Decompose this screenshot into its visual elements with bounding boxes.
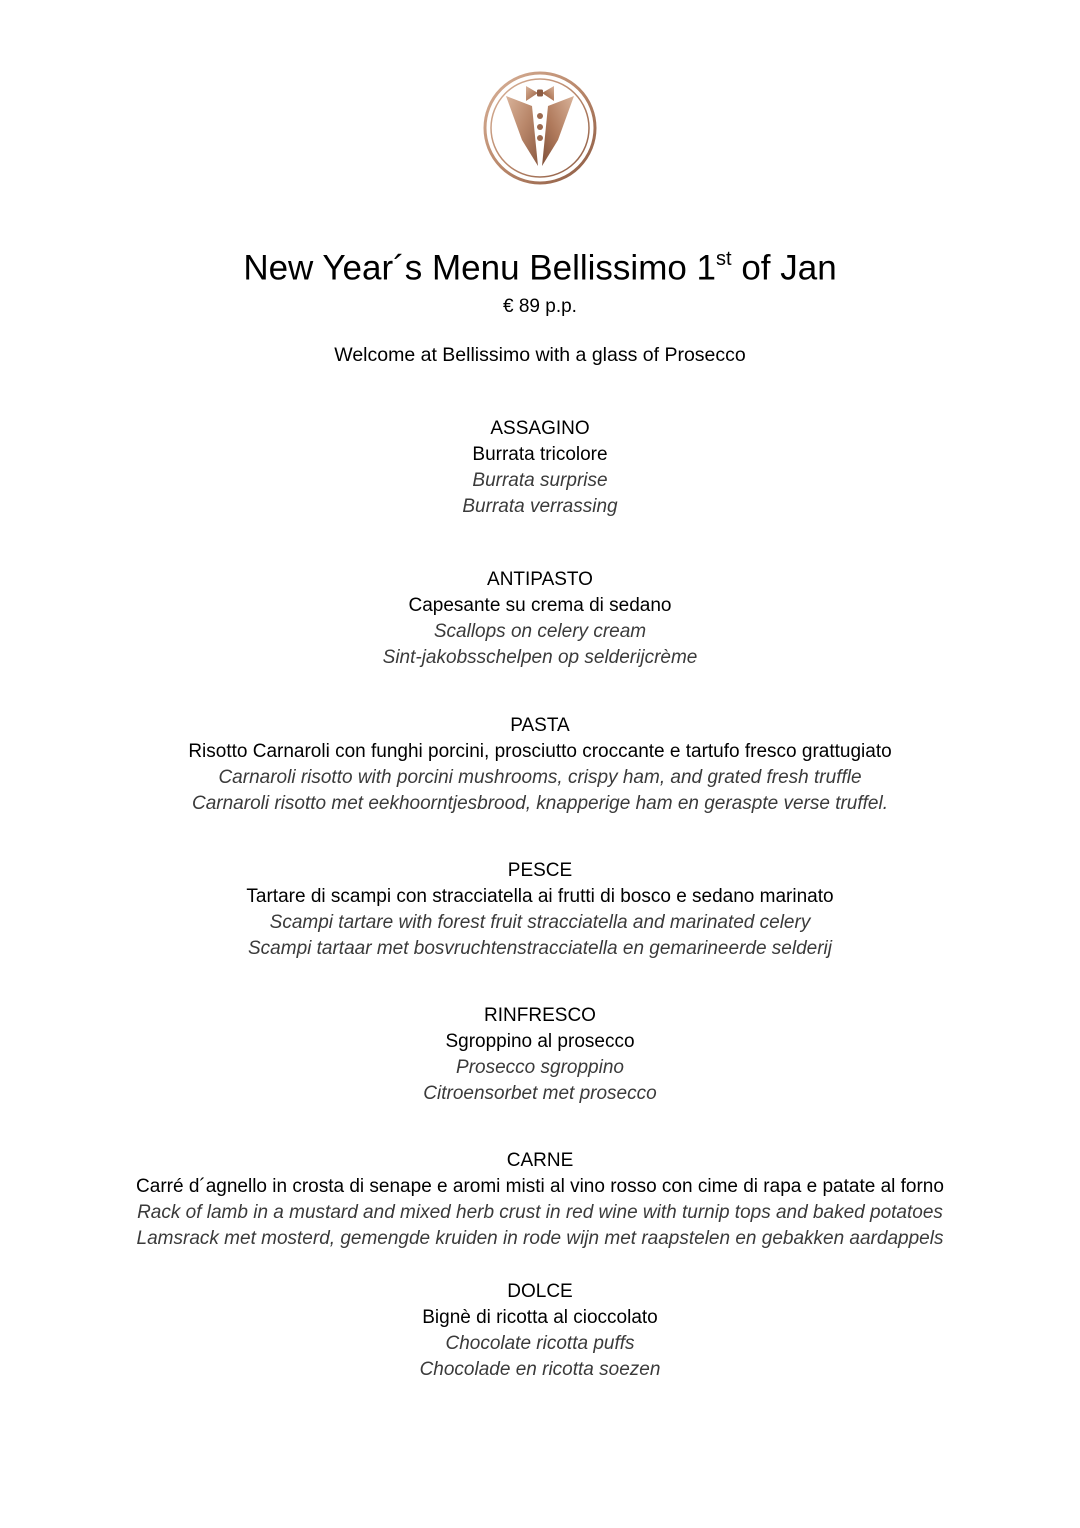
dish-english: Rack of lamb in a mustard and mixed herb crust in red wine with turnip tops and baked potatoes	[137, 1202, 943, 1223]
dish-english: Carnaroli risotto with porcini mushrooms, crispy ham, and grated fresh truffle	[218, 767, 862, 788]
dish-dutch: Carnaroli risotto met eekhoorntjesbrood, knapperige ham en geraspte verse truffel.	[192, 793, 888, 814]
course-assagino	[0, 416, 1080, 520]
course-dolce	[0, 1279, 1080, 1383]
course-name: PASTA	[510, 715, 570, 736]
dish-dutch: Chocolade en ricotta soezen	[419, 1359, 661, 1380]
dish-dutch: Sint-jakobsschelpen op selderijcrème	[382, 647, 698, 668]
dish-italian: Sgroppino al prosecco	[445, 1031, 635, 1052]
dish-italian: Bignè di ricotta al cioccolato	[422, 1307, 658, 1328]
dish-italian: Capesante su crema di sedano	[408, 595, 672, 616]
dish-dutch: Lamsrack met mosterd, gemengde kruiden in rode wijn met raapstelen en gebakken aardappels	[136, 1228, 944, 1249]
tuxedo-bowtie-logo-icon	[482, 70, 598, 186]
course-name: PESCE	[507, 860, 573, 881]
price: € 89 p.p.	[503, 295, 577, 317]
dish-english: Scampi tartare with forest fruit stracciatella and marinated celery	[269, 912, 811, 933]
page-title	[0, 236, 1080, 294]
course-pasta	[0, 713, 1080, 817]
dish-dutch: Scampi tartaar met bosvruchtenstracciatella en gemarineerde selderij	[248, 938, 832, 959]
dish-english: Burrata surprise	[472, 470, 608, 491]
dish-english: Prosecco sgroppino	[456, 1057, 624, 1078]
course-name: CARNE	[506, 1150, 574, 1171]
course-name: ANTIPASTO	[487, 569, 593, 590]
title-superscript: st	[716, 248, 732, 270]
course-pesce	[0, 858, 1080, 962]
course-name: RINFRESCO	[484, 1005, 596, 1026]
course-rinfresco	[0, 1003, 1080, 1107]
dish-english: Scallops on celery cream	[433, 621, 647, 642]
dish-italian: Tartare di scampi con stracciatella ai frutti di bosco e sedano marinato	[246, 886, 834, 907]
course-antipasto	[0, 567, 1080, 671]
dish-english: Chocolate ricotta puffs	[445, 1333, 635, 1354]
dish-italian: Risotto Carnaroli con funghi porcini, prosciutto croccante e tartufo fresco grattugiato	[188, 741, 892, 762]
dish-dutch: Citroensorbet met prosecco	[423, 1083, 657, 1104]
course-name: ASSAGINO	[490, 418, 590, 439]
course-name: DOLCE	[507, 1281, 573, 1302]
course-carne	[0, 1148, 1080, 1252]
header	[0, 236, 1080, 320]
title-text: New Year´s Menu Bellissimo 1	[243, 248, 717, 288]
title-end: of Jan	[731, 248, 837, 288]
dish-dutch: Burrata verrassing	[462, 496, 618, 517]
dish-italian: Carré d´agnello in crosta di senape e aromi misti al vino rosso con cime di rapa e patate al forno	[136, 1176, 944, 1197]
dish-italian: Burrata tricolore	[472, 444, 608, 465]
welcome-text: Welcome at Bellissimo with a glass of Prosecco	[334, 344, 746, 366]
